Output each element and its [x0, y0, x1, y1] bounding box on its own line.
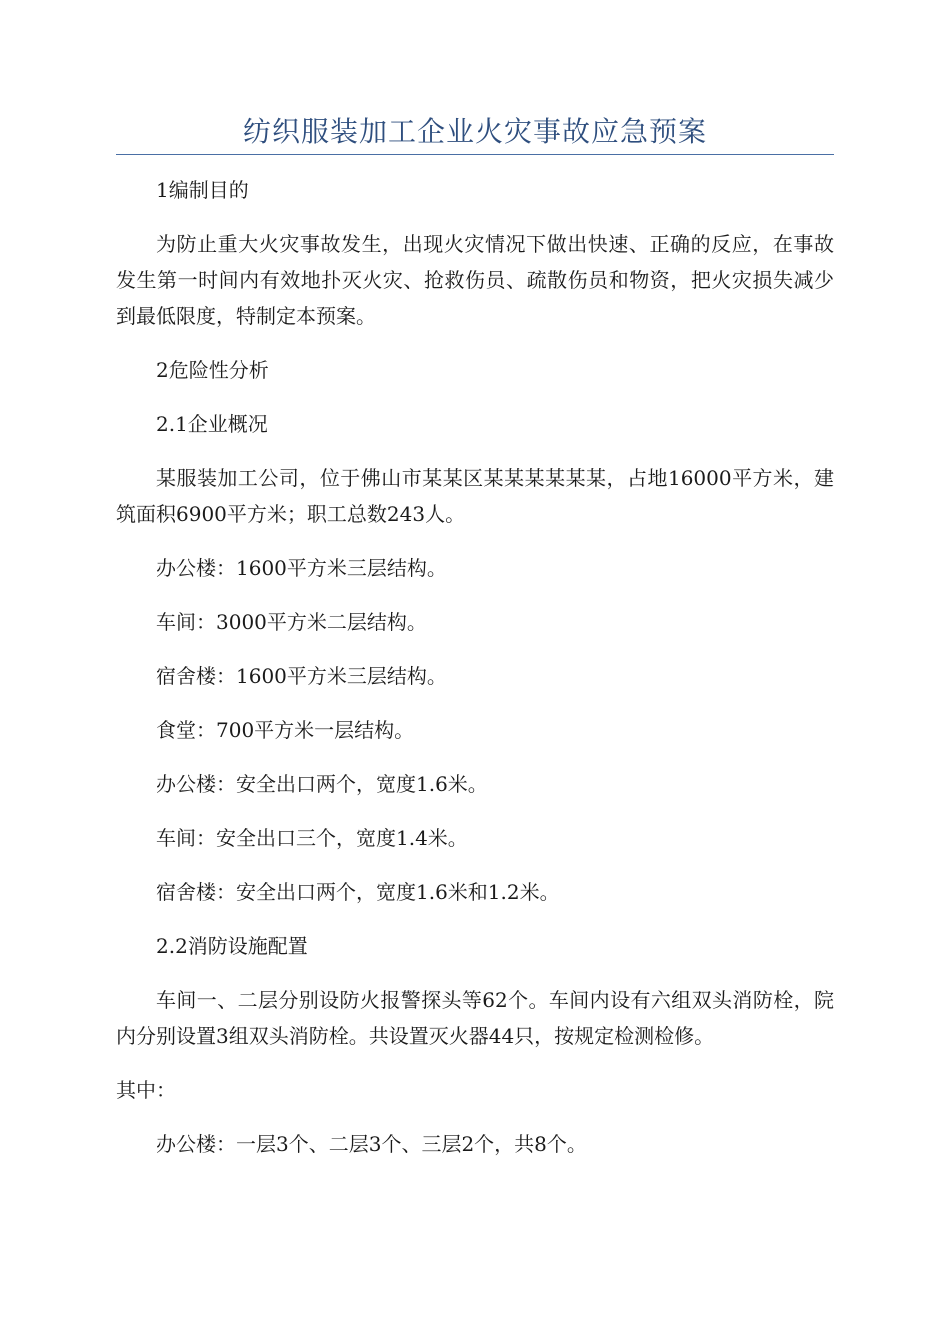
paragraph-dormitory: 宿舍楼：1600平方米三层结构。 [156, 664, 447, 688]
section-heading-2: 2危险性分析 [156, 358, 269, 382]
document-title: 纺织服装加工企业火灾事故应急预案 [242, 115, 707, 148]
subsection-heading-2-2: 2.2消防设施配置 [156, 934, 308, 958]
section-heading-1: 1编制目的 [156, 178, 249, 202]
document-body [116, 172, 834, 1180]
paragraph-office-extinguishers: 办公楼：一层3个、二层3个、三层2个，共8个。 [156, 1132, 587, 1156]
paragraph-dormitory-exits: 宿舍楼：安全出口两个，宽度1.6米和1.2米。 [156, 880, 560, 904]
paragraph-workshop: 车间：3000平方米二层结构。 [156, 610, 427, 634]
paragraph-among-them: 其中： [116, 1078, 176, 1102]
paragraph-canteen: 食堂：700平方米一层结构。 [156, 718, 415, 742]
paragraph-purpose: 为防止重大火灾事故发生，出现火灾情况下做出快速、正确的反应，在事故发生第一时间内有效地扑灭火灾、抢救伤员、疏散伤员和物资，把火灾损失减少到最低限度，特制定本预案。 [116, 232, 834, 328]
paragraph-company-overview: 某服装加工公司，位于佛山市某某区某某某某某某，占地16000平方米，建筑面积6900平方米；职工总数243人。 [116, 466, 834, 526]
subsection-heading-2-1: 2.1企业概况 [156, 412, 268, 436]
paragraph-office-exits: 办公楼：安全出口两个，宽度1.6米。 [156, 772, 488, 796]
paragraph-workshop-exits: 车间：安全出口三个，宽度1.4米。 [156, 826, 468, 850]
paragraph-fire-facilities: 车间一、二层分别设防火报警探头等62个。车间内设有六组双头消防栓，院内分别设置3组双头消防栓。共设置灭火器44只，按规定检测检修。 [116, 988, 834, 1048]
title-underline [116, 154, 834, 155]
paragraph-office-building: 办公楼：1600平方米三层结构。 [156, 556, 447, 580]
